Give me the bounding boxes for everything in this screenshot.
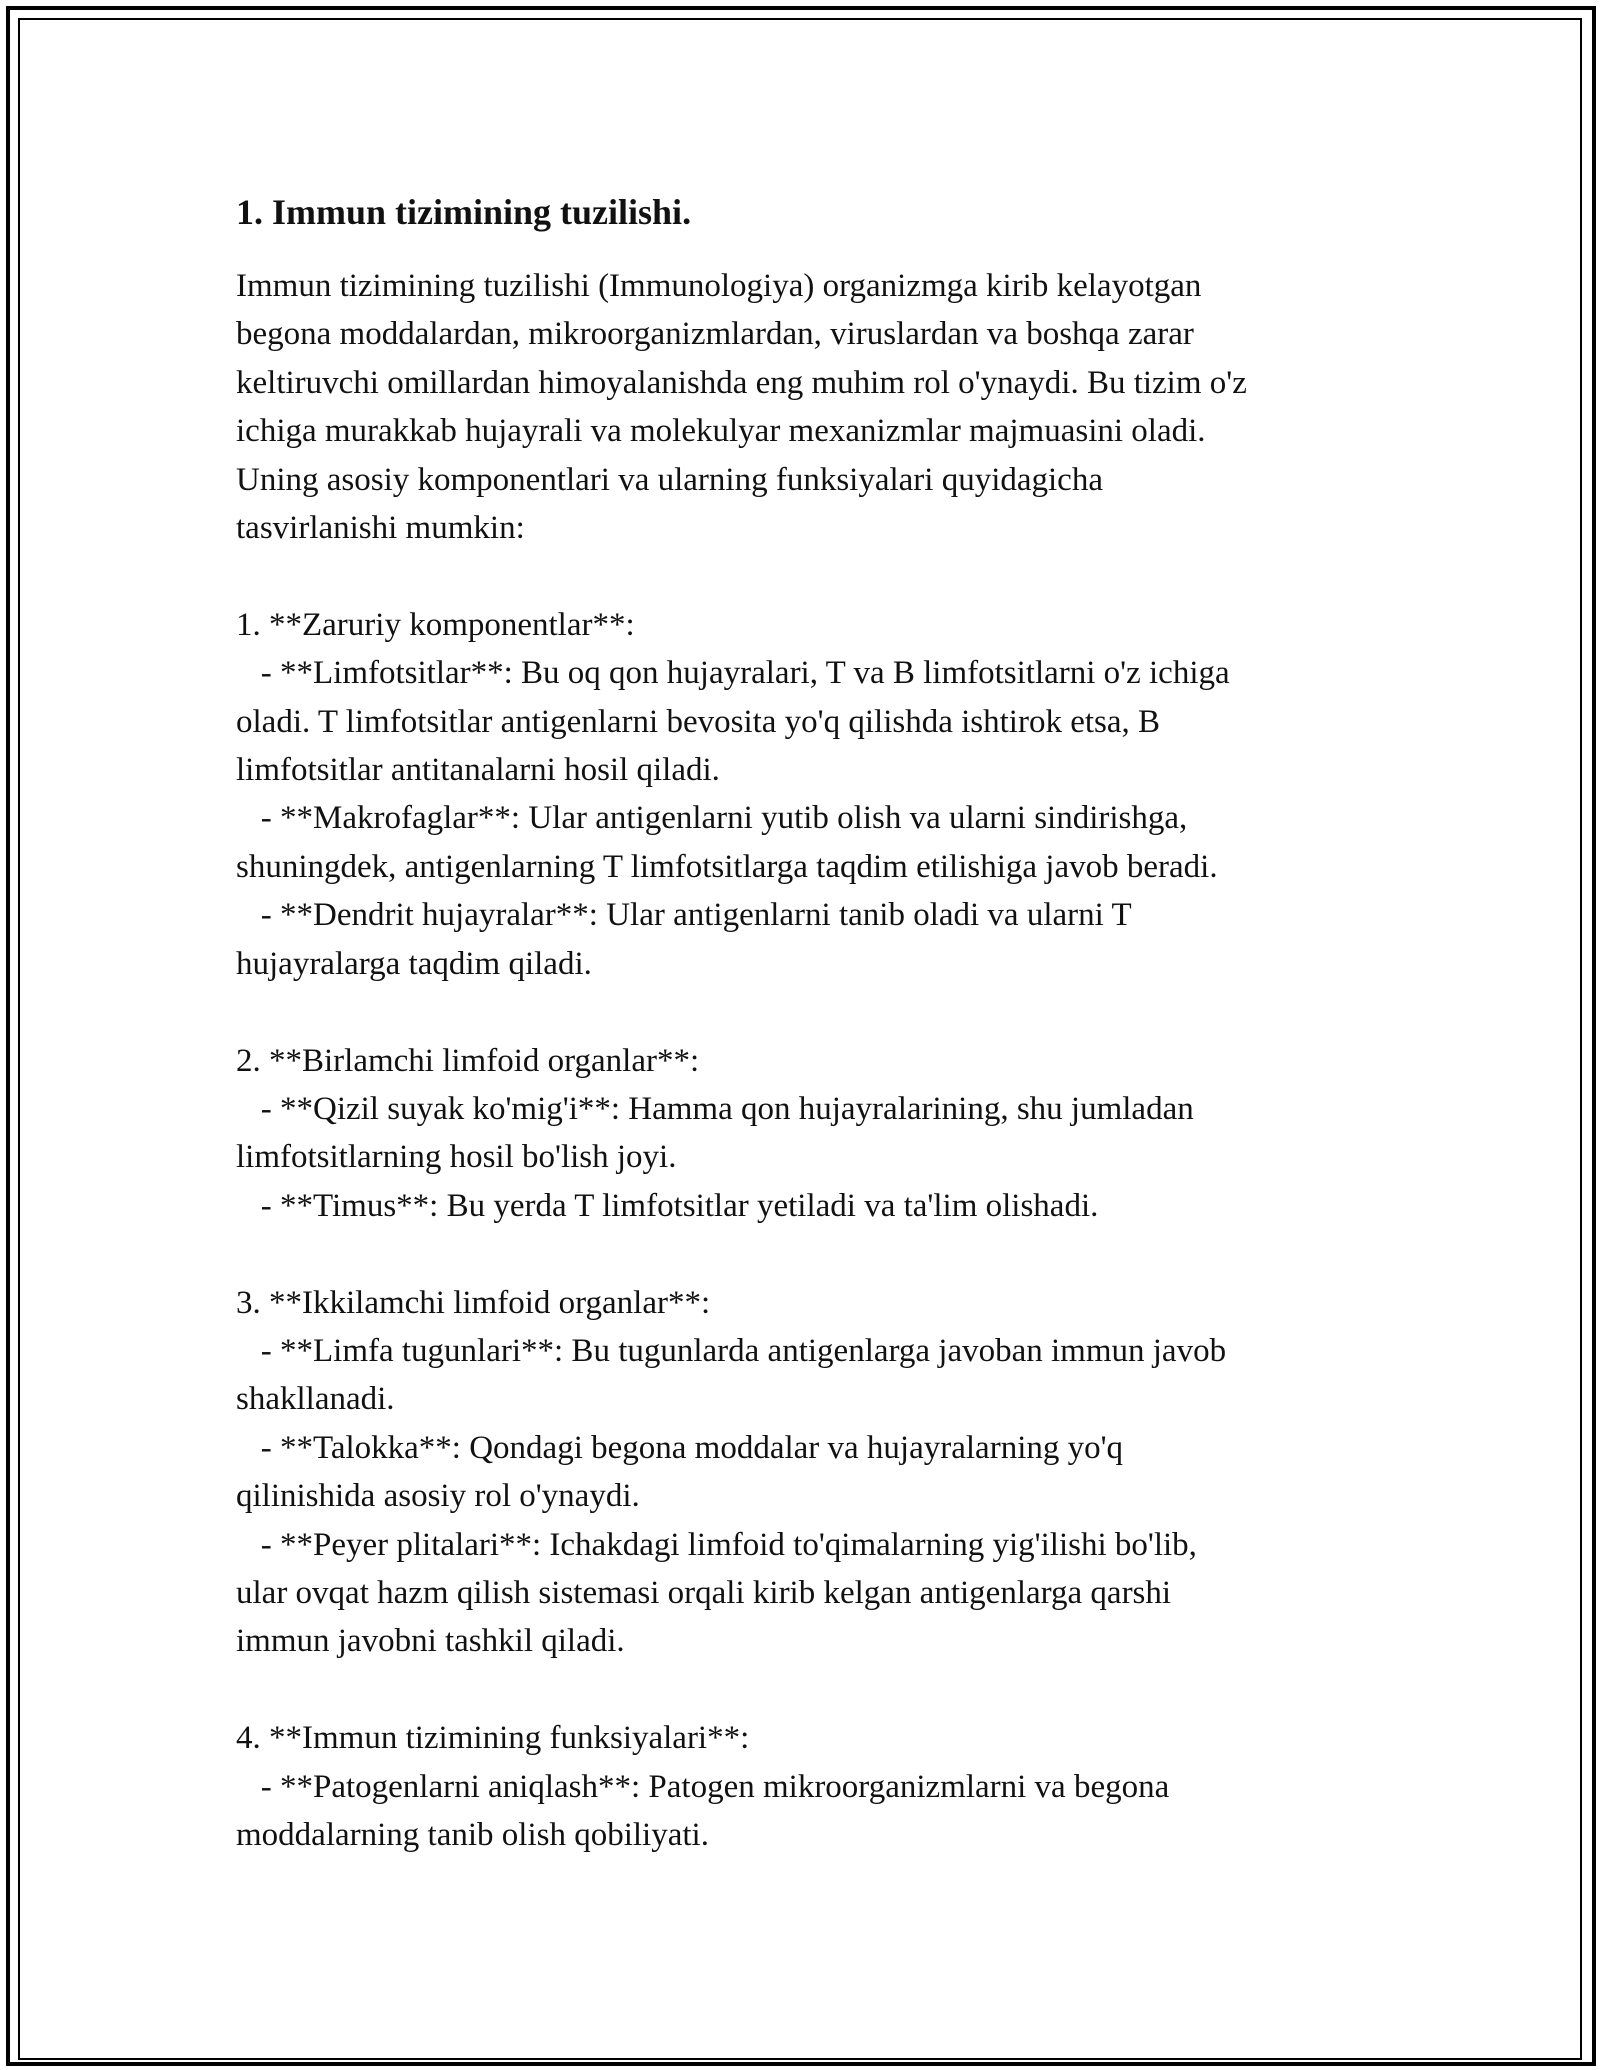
document-title: 1. Immun tizimining tuzilishi. (236, 192, 692, 232)
text-line: - **Talokka**: Qondagi begona moddalar va hujayralarning yo'q (236, 1429, 1124, 1466)
text-line: limfotsitlarning hosil bo'lish joyi. (236, 1139, 677, 1176)
text-line: - **Timus**: Bu yerda T limfotsitlar yetiladi va ta'lim olishadi. (236, 1187, 1099, 1224)
text-line: ular ovqat hazm qilish sistemasi orqali kirib kelgan antigenlarga qarshi (236, 1574, 1172, 1611)
text-line: 2. **Birlamchi limfoid organlar**: (236, 1042, 700, 1079)
text-line: 4. **Immun tizimining funksiyalari**: (236, 1720, 750, 1757)
blank-line (236, 552, 1386, 600)
text-line: begona moddalardan, mikroorganizmlardan, viruslardan va boshqa zarar (236, 316, 1194, 353)
text-line: shakllanadi. (236, 1381, 395, 1418)
document-body (236, 262, 1386, 1859)
text-line: shuningdek, antigenlarning T limfotsitlarga taqdim etilishiga javob beradi. (236, 848, 1218, 885)
text-line: - **Patogenlarni aniqlash**: Patogen mikroorganizmlarni va begona (236, 1768, 1170, 1805)
text-line: moddalarning tanib olish qobiliyati. (236, 1817, 709, 1853)
text-line: hujayralarga taqdim qiladi. (236, 945, 592, 982)
text-line: - **Peyer plitalari**: Ichakdagi limfoid to'qimalarning yig'ilishi bo'lib, (236, 1526, 1197, 1563)
text-line: 1. **Zaruriy komponentlar**: (236, 606, 635, 643)
blank-line (236, 1230, 1386, 1278)
text-line: - **Qizil suyak ko'mig'i**: Hamma qon hujayralarining, shu jumladan (236, 1090, 1194, 1127)
text-line: - **Dendrit hujayralar**: Ular antigenlarni tanib oladi va ularni T (236, 897, 1132, 934)
text-line: qilinishida asosiy rol o'ynaydi. (236, 1478, 640, 1515)
text-line: limfotsitlar antitanalarni hosil qiladi. (236, 752, 720, 789)
text-line: Immun tizimining tuzilishi (Immunologiya) organizmga kirib kelayotgan (236, 268, 1202, 304)
blank-line (236, 988, 1386, 1036)
text-line: keltiruvchi omillardan himoyalanishda eng muhim rol o'ynaydi. Bu tizim o'z (236, 364, 1247, 401)
document-content (236, 188, 1386, 1859)
text-line: - **Limfa tugunlari**: Bu tugunlarda antigenlarga javoban immun javob (236, 1332, 1227, 1369)
text-line: 3. **Ikkilamchi limfoid organlar**: (236, 1284, 711, 1321)
text-line: Uning asosiy komponentlari va ularning funksiyalari quyidagicha (236, 461, 1103, 498)
text-line: immun javobni tashkil qiladi. (236, 1623, 625, 1660)
text-line: oladi. T limfotsitlar antigenlarni bevosita yo'q qilishda ishtirok etsa, B (236, 703, 1161, 740)
text-line: ichiga murakkab hujayrali va molekulyar mexanizmlar majmuasini oladi. (236, 413, 1206, 450)
text-line: tasvirlanishi mumkin: (236, 510, 525, 547)
text-line: - **Limfotsitlar**: Bu oq qon hujayralari, T va B limfotsitlarni o'z ichiga (236, 655, 1230, 692)
text-line: - **Makrofaglar**: Ular antigenlarni yutib olish va ularni sindirishga, (236, 800, 1188, 837)
blank-line (236, 1666, 1386, 1714)
